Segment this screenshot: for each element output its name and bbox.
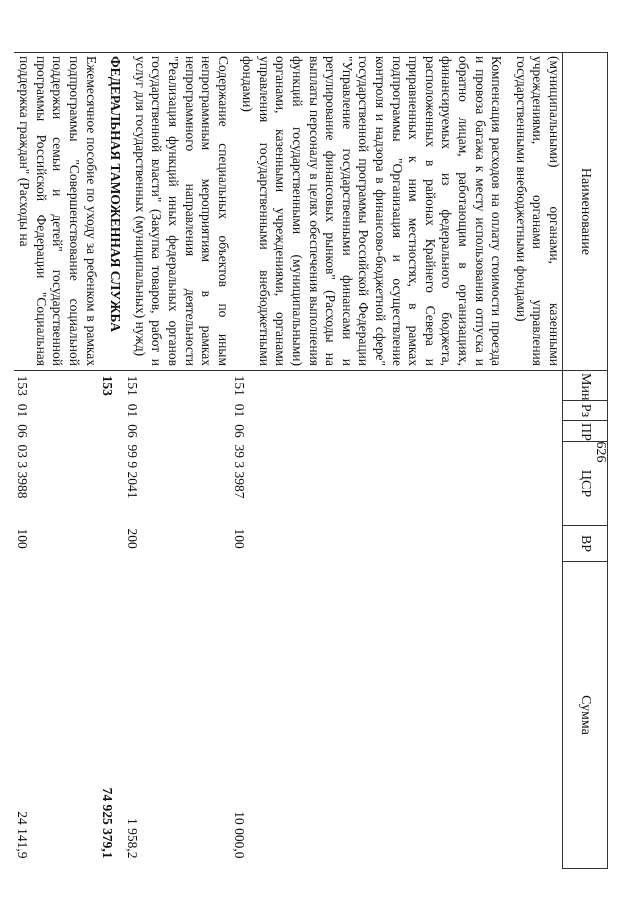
row-vr: 100 <box>232 528 248 549</box>
row-rz: 01 <box>232 403 248 418</box>
header-vr: ВР <box>563 526 608 562</box>
row-name: (муниципальными) органами, казенными учреждениями, органами управления государственными внебюджетными фондами) <box>504 53 562 371</box>
header-rz: Рз <box>563 401 608 421</box>
row-name: Компенсация расходов на оплату стоимости проезда и провоза багажа к месту использования отпуска и обратно лицам, работающим в организациях, финансируемых из федерального бюджета, расположенных в районах Крайнего Севера и приравненных к ним местностях, в рамках подпрограммы "Организация и осуществление контроля и надзора в финансово-бюджетной сфере" государственной программы Российской Федерации "Управление государственными финансами и регулирование финансовых рынков" (Расходы на выплаты персоналу в целях обеспечения выполнения функций государственными (муниципальными) органами, казенными учреждениями, органами управления государственными внебюджетными фондами) <box>231 53 505 371</box>
table-row <box>504 53 562 869</box>
row-min: 153 <box>15 375 31 396</box>
row-rz <box>99 401 124 421</box>
row-rz: 01 <box>15 403 31 418</box>
rotated-table-container <box>15 52 608 868</box>
row-pr <box>99 421 124 442</box>
row-csr: 03 3 3988 <box>15 444 31 499</box>
table-row <box>123 53 231 869</box>
row-sum <box>504 562 562 869</box>
header-name: Наименование <box>563 53 608 371</box>
row-name: Ежемесячное пособие по уходу за ребенком в рамках подпрограммы "Совершенствование социальной поддержки семьи и детей" государственной программы Российской Федерации "Социальная поддержка граждан" (Расходы на <box>14 53 99 371</box>
row-csr: 99 9 2041 <box>124 444 140 499</box>
row-vr: 100 <box>15 528 31 549</box>
row-name: ФЕДЕРАЛЬНАЯ ТАМОЖЕННАЯ СЛУЖБА <box>99 53 124 371</box>
row-min: 153 <box>100 375 116 396</box>
row-vr: 200 <box>124 528 140 549</box>
row-sum: 10 000,0 <box>232 811 248 859</box>
row-sum: 1 958,2 <box>124 818 140 859</box>
table-row <box>99 53 124 869</box>
row-pr: 06 <box>232 424 248 438</box>
header-pr: ПР <box>563 421 608 442</box>
page-number: 626 <box>593 441 608 463</box>
row-min: 151 <box>124 375 140 396</box>
row-rz <box>504 401 562 421</box>
row-csr <box>99 442 124 526</box>
table-header-row <box>563 53 608 869</box>
header-min: Мин <box>563 371 608 401</box>
row-pr: 06 <box>15 424 31 438</box>
header-sum: Сумма <box>563 562 608 869</box>
row-rz: 01 <box>124 403 140 418</box>
row-vr <box>99 526 124 562</box>
row-sum: 74 925 379,1 <box>100 787 116 859</box>
row-csr <box>504 442 562 526</box>
budget-table <box>14 52 608 869</box>
row-min: 151 <box>232 375 248 396</box>
table-row <box>14 53 99 869</box>
row-pr <box>504 421 562 442</box>
table-row <box>231 53 505 869</box>
row-min <box>504 371 562 401</box>
row-name: Содержание специальных объектов по иным непрограммным мероприятиям в рамках непрограммного направления деятельности "Реализация функций иных федеральных органов государственной власти" (Закупка товаров, работ и услуг для государственных (муниципальных) нужд) <box>123 53 231 371</box>
row-pr: 06 <box>124 424 140 438</box>
row-csr: 39 3 3987 <box>232 444 248 499</box>
header-csr: ЦСР <box>563 442 608 526</box>
row-sum: 24 141,9 <box>15 811 31 859</box>
row-vr <box>504 526 562 562</box>
